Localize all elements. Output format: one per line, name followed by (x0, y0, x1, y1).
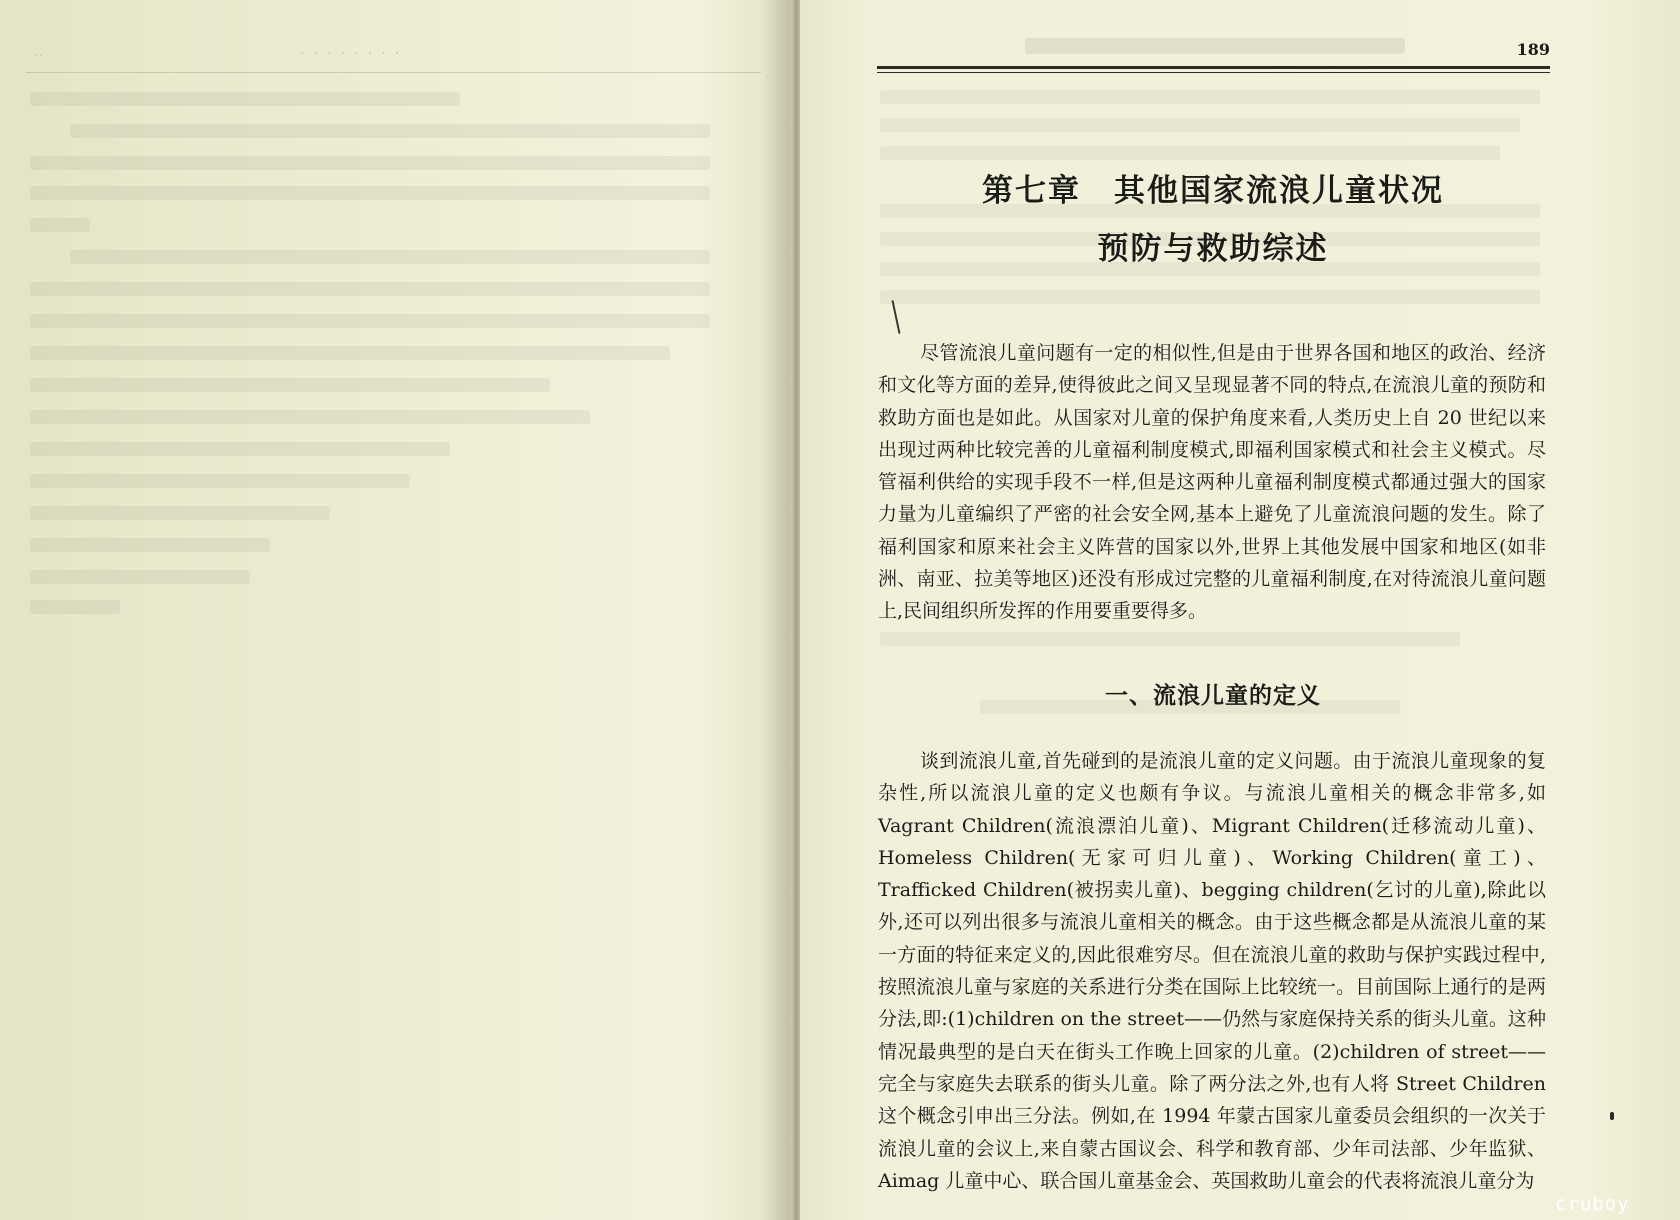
left-page-folio-ghost: ·· (34, 48, 43, 64)
section-heading: 一、流浪儿童的定义 (1105, 682, 1321, 709)
left-page-header-ghost: · · · · · · · · (300, 44, 402, 62)
watermark-text: cruboy (1555, 1193, 1630, 1215)
chapter-title-line-1: 第七章 其他国家流浪儿童状况 (982, 173, 1444, 209)
header-rule-thick (877, 66, 1550, 69)
header-rule-thin (877, 72, 1550, 73)
left-page (0, 0, 790, 1220)
page-number: 189 (1516, 40, 1550, 59)
chapter-title-line-2: 预防与救助综述 (1097, 231, 1329, 267)
chapter-title (876, 162, 1550, 278)
left-page-header-rule (26, 72, 761, 73)
body-paragraph-definition: 谈到流浪儿童,首先碰到的是流浪儿童的定义问题。由于流浪儿童现象的复杂性,所以流浪儿童的定义也颇有争议。与流浪儿童相关的概念非常多,如 Vagrant Children(流浪漂泊儿童)、Migrant Children(迁移流动儿童)、Homeless Children(无家可归儿童)、Working Children(童工)、Trafficked Children(被拐卖儿童)、begging children(乞讨的儿童),除此以外,还可以列出很多与流浪儿童相关的概念。由于这些概念都是从流浪儿童的某一方面的特征来定义的,因此很难穷尽。但在流浪儿童的救助与保护实践过程中,按照流浪儿童与家庭的关系进行分类在国际上比较统一。目前国际上通行的是两分法,即:(1)children on the street——仍然与家庭保持关系的街头儿童。这种情况最典型的是白天在街头工作晚上回家的儿童。(2)children of street——完全与家庭失去联系的街头儿童。除了两分法之外,也有人将 Street Children 这个概念引申出三分法。例如,在 1994 年蒙古国家儿童委员会组织的一次关于流浪儿童的会议上,来自蒙古国议会、科学和教育部、少年司法部、少年监狱、Aimag 儿童中心、联合国儿童基金会、英国救助儿童会的代表将流浪儿童分为 (878, 750, 1546, 1192)
scan-dust-mark (1610, 1112, 1614, 1120)
body-paragraph-intro: 尽管流浪儿童问题有一定的相似性,但是由于世界各国和地区的政治、经济和文化等方面的差异,使得彼此之间又呈现显著不同的特点,在流浪儿童的预防和救助方面也是如此。从国家对儿童的保护角度来看,人类历史上自 20 世纪以来出现过两种比较完善的儿童福利制度模式,即福利国家模式和社会主义模式。尽管福利供给的实现手段不一样,但是这两种儿童福利制度模式都通过强大的国家力量为儿童编织了严密的社会安全网,基本上避免了儿童流浪问题的发生。除了福利国家和原来社会主义阵营的国家以外,世界上其他发展中国家和地区(如非洲、南亚、拉美等地区)还没有形成过完整的儿童福利制度,在对待流浪儿童问题上,民间组织所发挥的作用要重要得多。 (878, 342, 1546, 623)
